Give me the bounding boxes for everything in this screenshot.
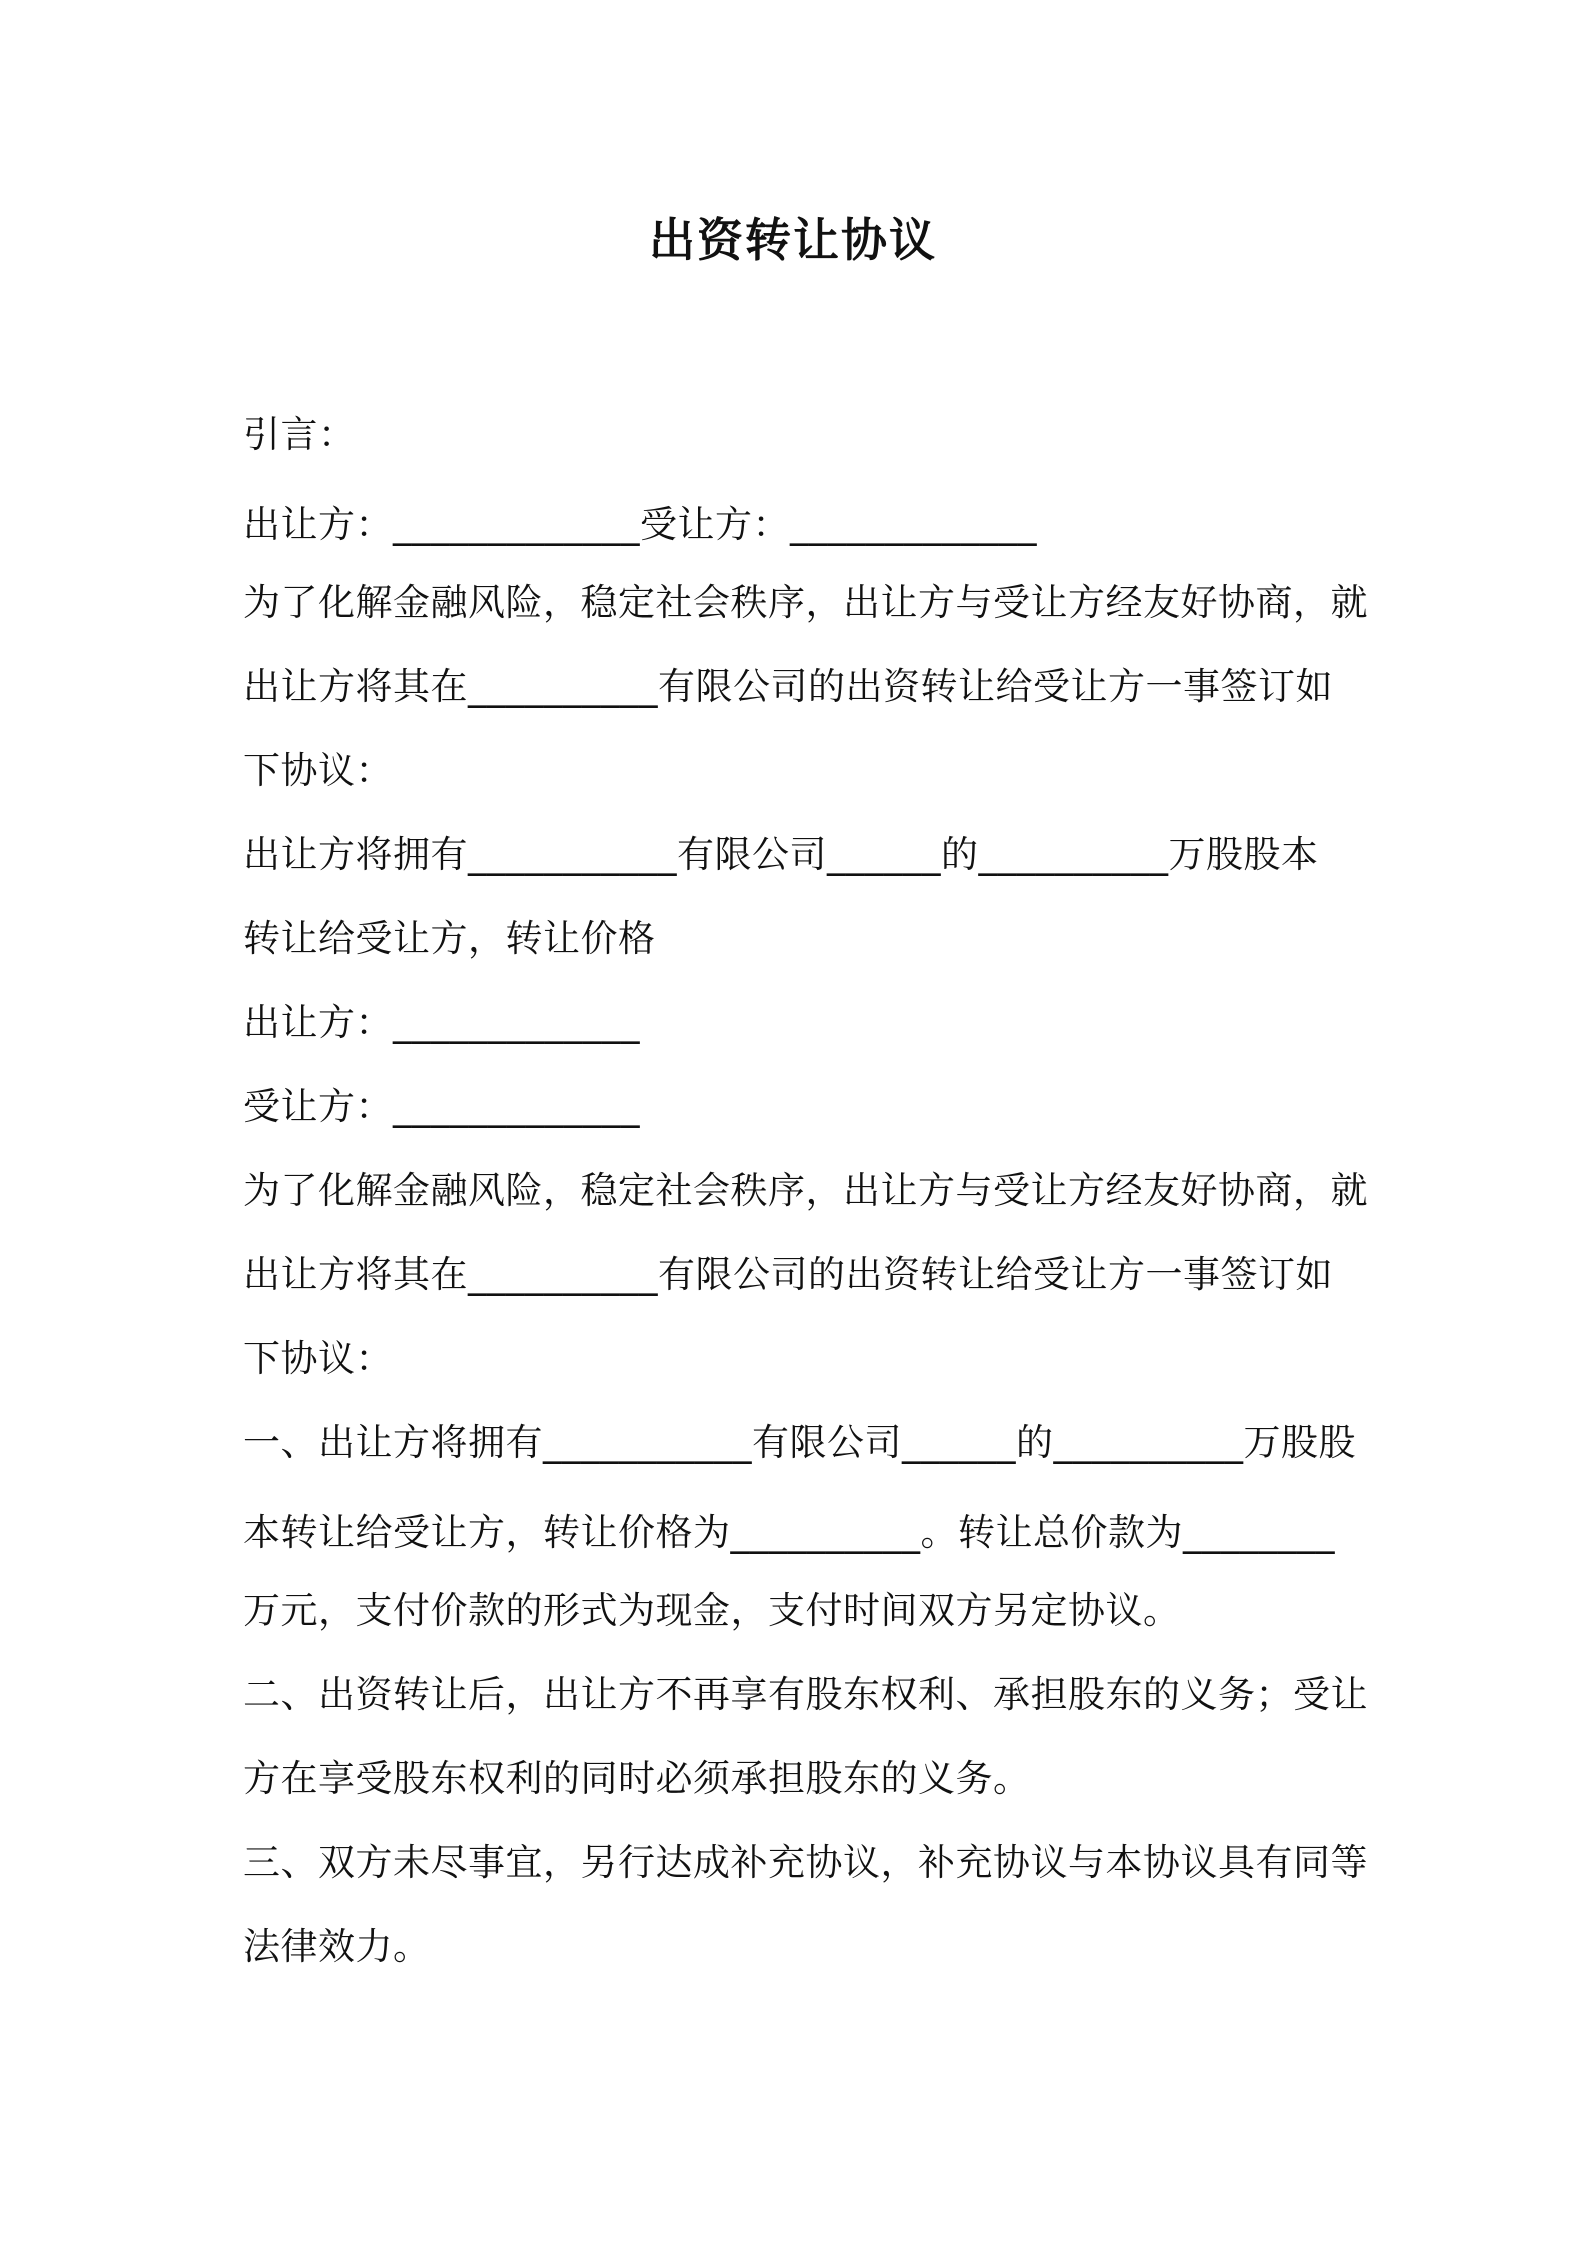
body-paragraph-line-2: 出让方将其在__________有限公司的出资转让给受让方一事签订如 [243, 1253, 1333, 1296]
transferor-line: 出让方：_____________ [243, 1001, 640, 1044]
clause-1-line-1: 一、出让方将拥有___________有限公司______的__________万股股 [243, 1421, 1356, 1464]
parties-line: 出让方：_____________受让方：_____________ [243, 503, 1037, 546]
body-paragraph-line-1: 为了化解金融风险，稳定社会秩序，出让方与受让方经友好协商，就 [243, 1169, 1368, 1212]
preamble-label: 引言： [243, 413, 356, 456]
intro-paragraph-line-1: 为了化解金融风险，稳定社会秩序，出让方与受让方经友好协商，就 [243, 581, 1368, 624]
clause-3-line-1: 三、双方未尽事宜，另行达成补充协议，补充协议与本协议具有同等 [243, 1841, 1368, 1884]
clause-3-line-2: 法律效力。 [243, 1925, 431, 1968]
page-title: 出资转让协议 [649, 213, 937, 267]
clause-2-line-2: 方在享受股东权利的同时必须承担股东的义务。 [243, 1757, 1031, 1800]
clause-1-line-3: 万元，支付价款的形式为现金，支付时间双方另定协议。 [243, 1589, 1181, 1632]
share-transfer-line-1: 出让方将拥有___________有限公司______的__________万股股本 [243, 833, 1319, 876]
body-paragraph-line-3: 下协议： [243, 1337, 393, 1380]
transferee-line: 受让方：_____________ [243, 1085, 640, 1128]
share-transfer-line-2: 转让给受让方，转让价格 [243, 917, 656, 960]
intro-paragraph-line-2: 出让方将其在__________有限公司的出资转让给受让方一事签订如 [243, 665, 1333, 708]
clause-2-line-1: 二、出资转让后，出让方不再享有股东权利、承担股东的义务；受让 [243, 1673, 1368, 1716]
intro-paragraph-line-3: 下协议： [243, 749, 393, 792]
clause-1-line-2: 本转让给受让方，转让价格为__________。转让总价款为________ [243, 1511, 1335, 1554]
